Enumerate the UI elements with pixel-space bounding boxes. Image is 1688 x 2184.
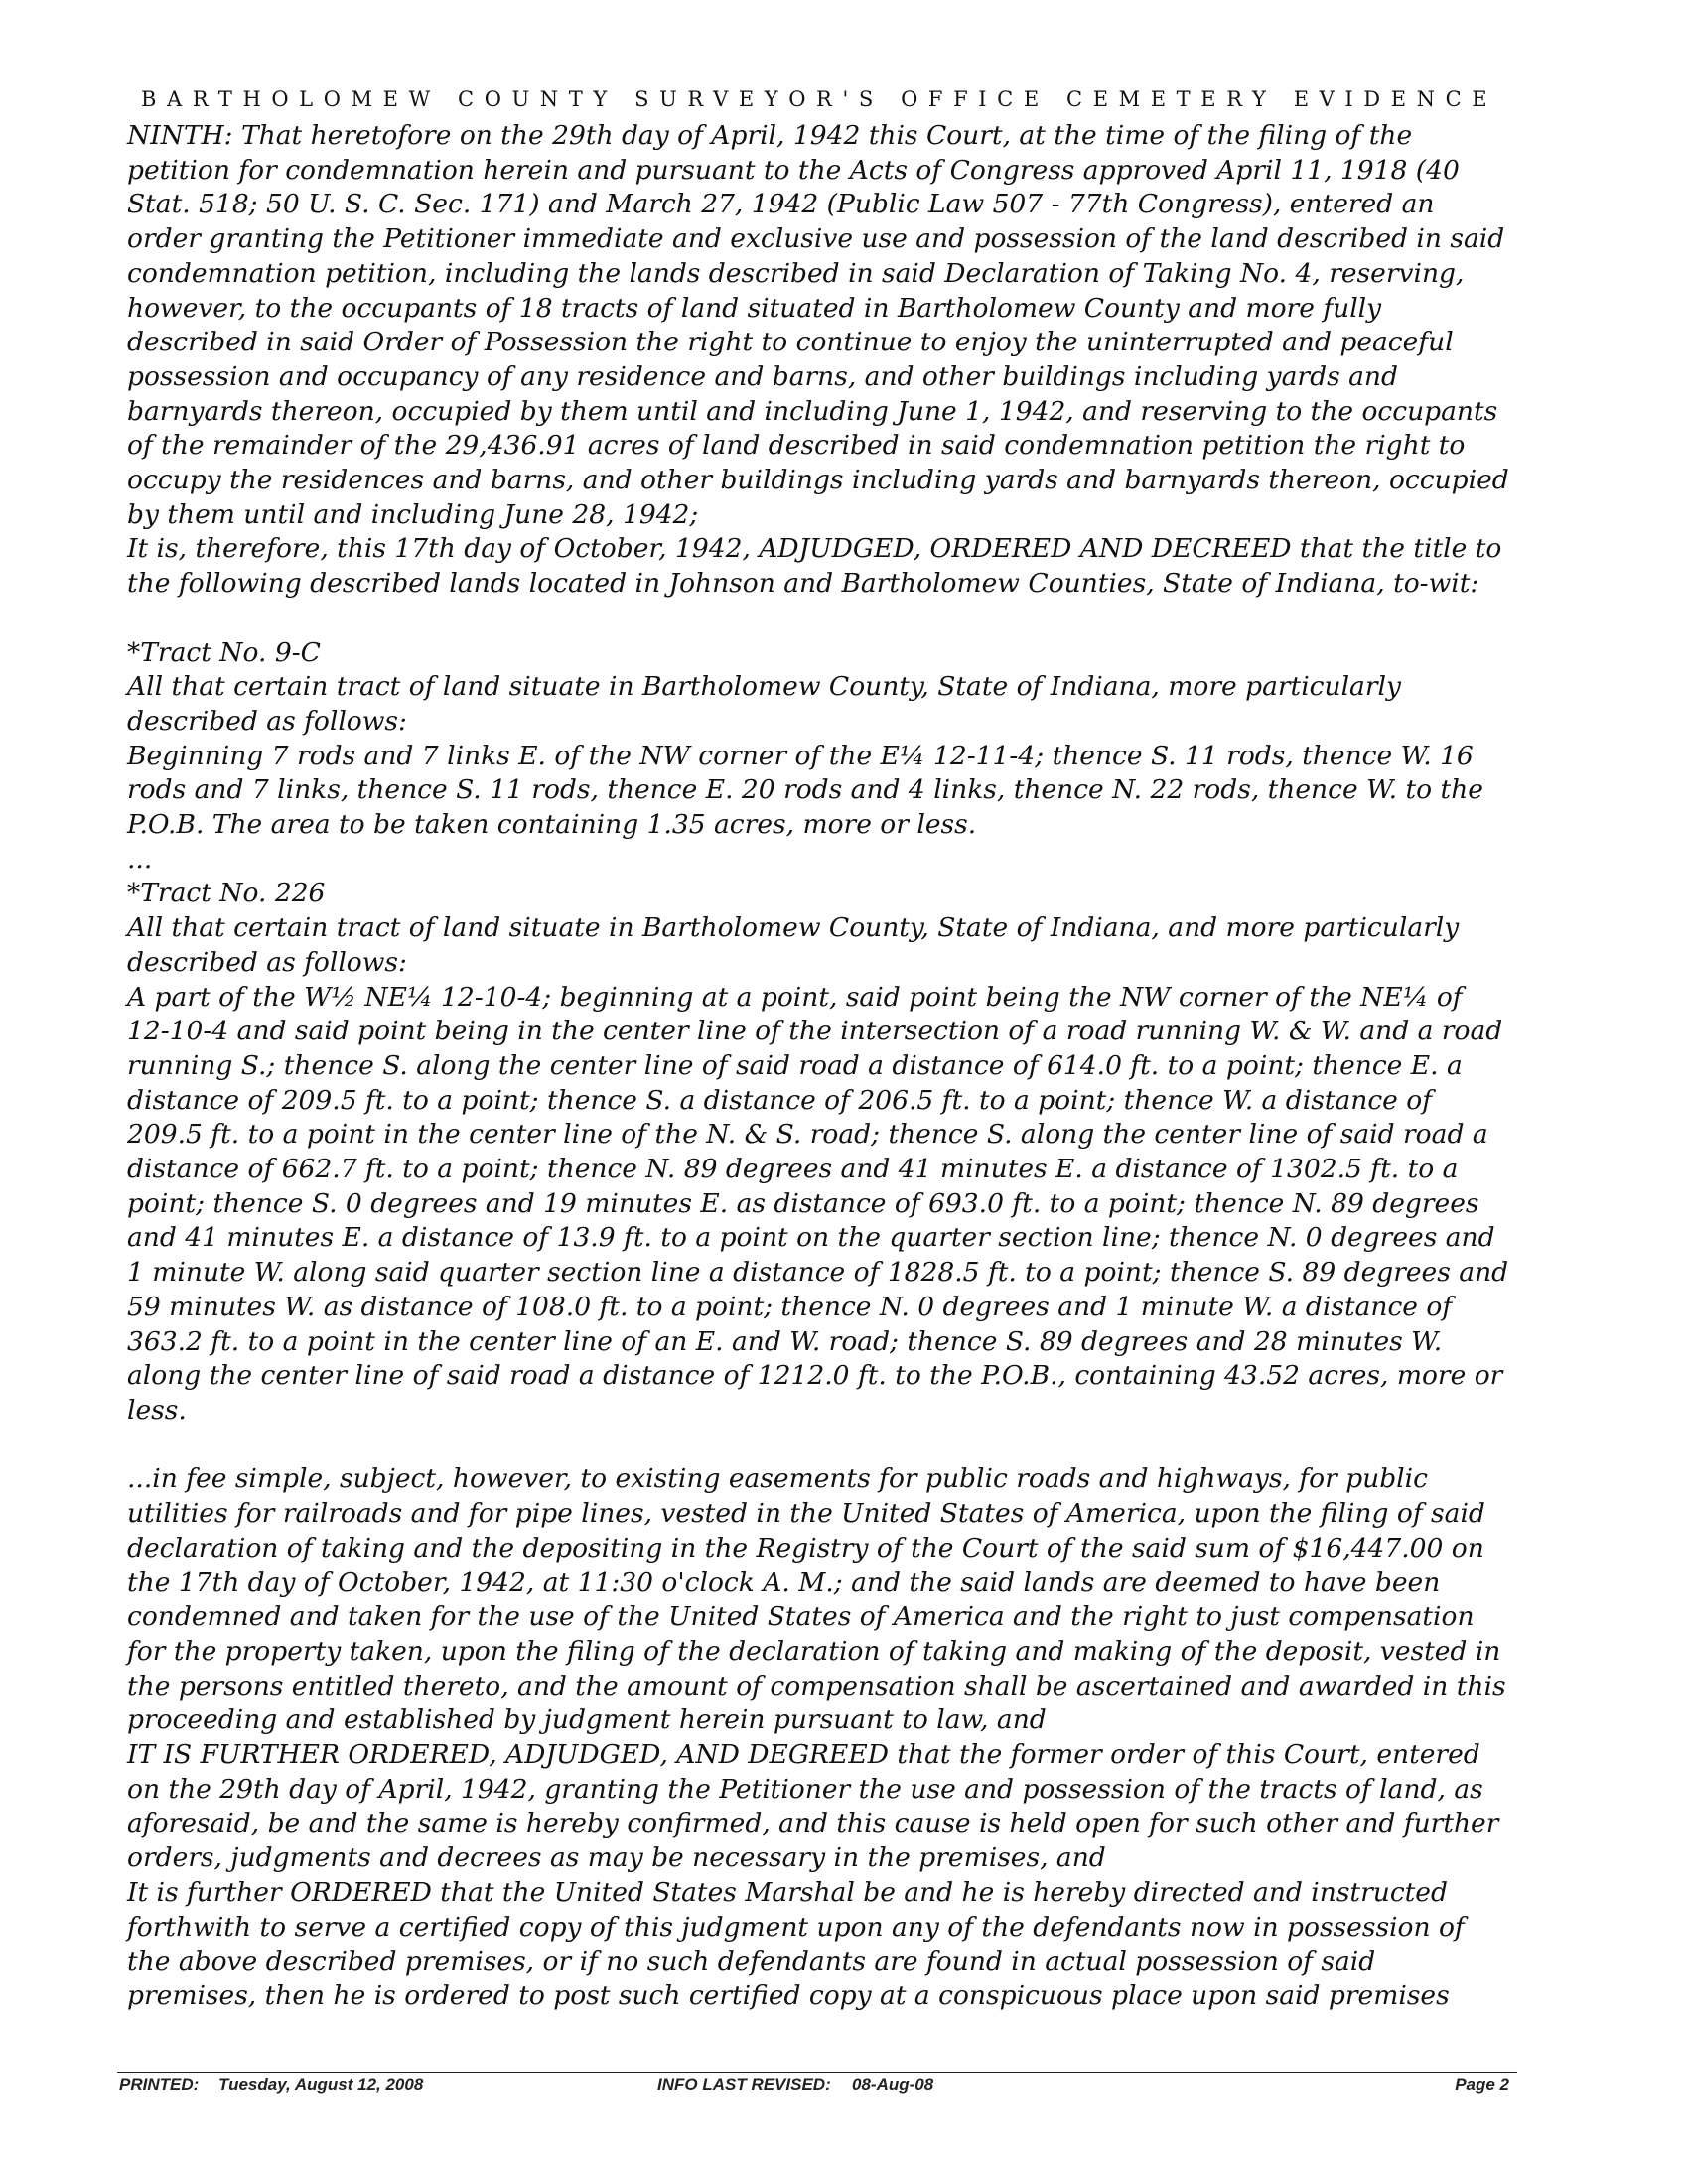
- page-footer: [119, 2075, 1509, 2105]
- footer-info-date: 08-Aug-08: [852, 2075, 934, 2094]
- omission-ellipsis: ...: [127, 843, 153, 875]
- tract-9c-intro: All that certain tract of land situate in Bartholomew County, State of Indiana, more particularly described as follows:: [127, 671, 1401, 737]
- paragraph-further-ordered: IT IS FURTHER ORDERED, ADJUDGED, AND DEGREED that the former order of this Court, entered on the 29th day of April, 1942, granting the Petitioner the use and possession of the tracts of land, as aforesaid, be and the same is hereby confirmed, and this cause is held open for such other and further orders, judgments and decrees as may be necessary in the premises, and: [127, 1739, 1499, 1874]
- tract-226-intro: All that certain tract of land situate in Bartholomew County, State of Indiana, and more particularly described as follows:: [127, 912, 1460, 978]
- paragraph-spacer: [127, 1429, 1509, 1463]
- footer-page-number: Page 2: [1455, 2075, 1509, 2094]
- paragraph-adjudged: It is, therefore, this 17th day of October, 1942, ADJUDGED, ORDERED AND DECREED that the title to the following described lands located in Johnson and Bartholomew Counties, State of Indiana, to-wit:: [127, 533, 1502, 600]
- footer-printed-date: Tuesday, August 12, 2008: [218, 2075, 424, 2094]
- tract-9c-title: *Tract No. 9-C: [127, 636, 321, 668]
- paragraph-fee-simple: ...in fee simple, subject, however, to existing easements for public roads and highways, for public utilities for railroads and for pipe lines, vested in the United States of America, upon the filing of said declaration of taking and the depositing in the Registry of the Court of the said sum of $16,447.00 on the 17th day of October, 1942, at 11:30 o'clock A. M.; and the said lands are deemed to have been condemned and taken for the use of the United States of America and the right to just compensation for the property taken, upon the filing of the declaration of taking and making of the deposit, vested in the persons entitled thereto, and the amount of compensation shall be ascertained and awarded in this proceeding and established by judgment herein pursuant to law, and: [127, 1463, 1506, 1736]
- document-header: BARTHOLOMEW COUNTY SURVEYOR'S OFFICE CEMETERY EVIDENCE: [141, 87, 1498, 111]
- tract-226-title: *Tract No. 226: [127, 878, 326, 909]
- footer-printed-label: PRINTED:: [119, 2075, 200, 2094]
- paragraph-ninth: NINTH: That heretofore on the 29th day of April, 1942 this Court, at the time of the filing of the petition for condemnation herein and pursuant to the Acts of Congress approved April 11, 1918 (40 Stat. 518; 50 U. S. C. Sec. 171) and March 27, 1942 (Public Law 507 - 77th Congress), entered an order granting the Petitioner immediate and exclusive use and possession of the land described in said condemnation petition, including the lands described in said Declaration of Taking No. 4, reserving, however, to the occupants of 18 tracts of land situated in Bartholomew County and more fully described in said Order of Possession the right to continue to enjoy the uninterrupted and peaceful possession and occupancy of any residence and barns, and other buildings including yards and barnyards thereon, occupied by them until and including June 1, 1942, and reserving to the occupants of the remainder of the 29,436.91 acres of land described in said condemnation petition the right to occupy the residences and barns, and other buildings including yards and barnyards thereon, occupied by them until and including June 28, 1942;: [127, 120, 1509, 530]
- document-body: [127, 119, 1509, 2014]
- tract-226-description: A part of the W½ NE¼ 12-10-4; beginning at a point, said point being the NW corner of the NE¼ of 12-10-4 and said point being in the center line of the intersection of a road running W. & W. and a road running S.; thence S. along the center line of said road a distance of 614.0 ft. to a point; thence E. a distance of 209.5 ft. to a point; thence S. a distance of 206.5 ft. to a point; thence W. a distance of 209.5 ft. to a point in the center line of the N. & S. road; thence S. along the center line of said road a distance of 662.7 ft. to a point; thence N. 89 degrees and 41 minutes E. a distance of 1302.5 ft. to a point; thence S. 0 degrees and 19 minutes E. as distance of 693.0 ft. to a point; thence N. 89 degrees and 41 minutes E. a distance of 13.9 ft. to a point on the quarter section line; thence N. 0 degrees and 1 minute W. along said quarter section line a distance of 1828.5 ft. to a point; thence S. 89 degrees and 59 minutes W. as distance of 108.0 ft. to a point; thence N. 0 degrees and 1 minute W. a distance of 363.2 ft. to a point in the center line of an E. and W. road; thence S. 89 degrees and 28 minutes W. along the center line of said road a distance of 1212.0 ft. to the P.O.B., containing 43.52 acres, more or less.: [127, 981, 1509, 1426]
- footer-divider: [117, 2072, 1517, 2073]
- tract-9c-description: Beginning 7 rods and 7 links E. of the NW corner of the E¼ 12-11-4; thence S. 11 rods, thence W. 16 rods and 7 links, thence S. 11 rods, thence E. 20 rods and 4 links, thence N. 22 rods, thence W. to the P.O.B. The area to be taken containing 1.35 acres, more or less.: [127, 740, 1483, 841]
- paragraph-spacer: [127, 602, 1509, 636]
- paragraph-marshal-order: It is further ORDERED that the United States Marshal be and he is hereby directed and instructed forthwith to serve a certified copy of this judgment upon any of the defendants now in possession of the above described premises, or if no such defendants are found in actual possession of said premises, then he is ordered to post such certified copy at a conspicuous place upon said premises: [127, 1876, 1465, 2011]
- footer-info-label: INFO LAST REVISED:: [657, 2075, 831, 2094]
